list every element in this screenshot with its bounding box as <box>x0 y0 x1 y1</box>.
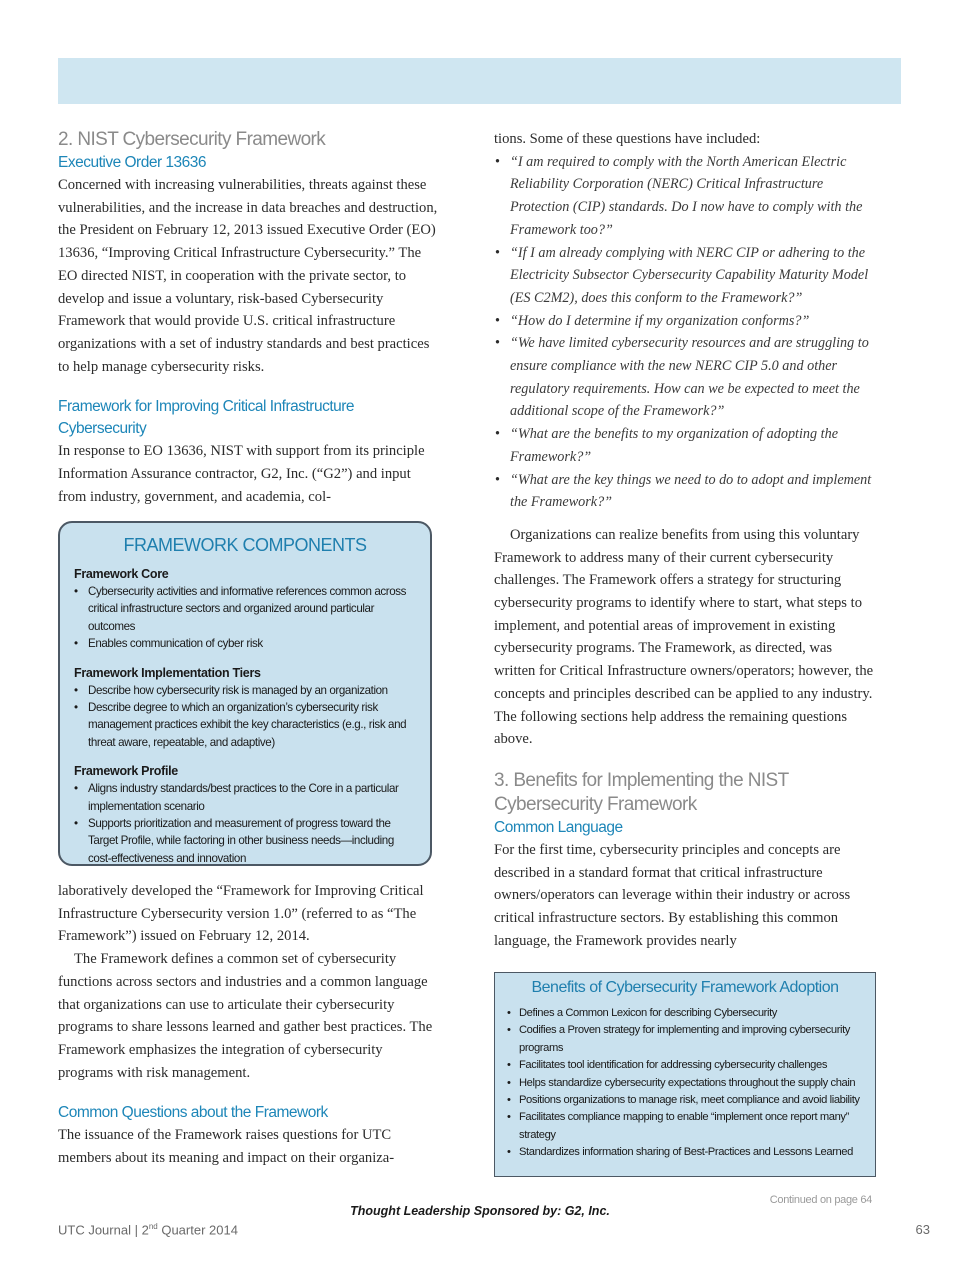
benefits-intro-paragraph: Organizations can realize benefits from using this voluntary Framework to address many of their current cybersecurity challenges. The Framework offers a strategy for structuring cybersecurity programs to identify where to start, what steps to implement, and potential areas of improvement in existing cybersecurity programs. The Framework, as directed, was written for Critical Infrastructure owners/operators; however, the concepts and principles described can be applied to any industry. The following sections help address the remaining questions above. <box>494 526 874 748</box>
framework-core-title: Framework Core <box>74 567 169 581</box>
common-language-paragraph: For the first time, cybersecurity principles and concepts are described in a standard format that critical infrastructure owners/operators can leverage within their industry or across critical infrastructure sectors. By establishing this common language, the Framework provides nearly <box>494 841 851 949</box>
list-item: • Describe degree to which an organization’s cybersecurity risk management practices exhibit the key characteristics (e.g., risk and threat aware, repeatable, and adaptive) <box>74 699 416 751</box>
benefits-box <box>494 972 876 1177</box>
list-item: • “We have limited cybersecurity resources and are struggling to ensure compliance with the new NERC CIP 5.0 and other regulatory requirements. How can we be expected to meet the additional scope of the Framework?” <box>494 332 876 423</box>
framework-profile-section <box>74 763 416 867</box>
list-item: • “What are the key things we need to do to adopt and implement the Framework?” <box>494 469 876 514</box>
executive-order-paragraph: Concerned with increasing vulnerabilities, threats against these vulnerabilities, and the increase in data breaches and destruction, the President on February 12, 2013 issued Executive Order (EO) 13636, “Improving Critical Infrastructure Cybersecurity.” The EO directed NIST, in cooperation with the private sector, to develop and issue a voluntary, risk-based Cybersecurity Framework that would provide U.S. critical infrastructure organizations with a set of industry standards and best practices to help manage cybersecurity risks. <box>58 177 438 375</box>
continued-link[interactable]: Continued on page 64 <box>769 1194 872 1206</box>
list-item: • Codifies a Proven strategy for implementing and improving cybersecurity programs <box>507 1022 863 1057</box>
implementation-tiers-section <box>74 665 416 752</box>
common-questions-heading: Common Questions about the Framework <box>58 1104 328 1122</box>
questions-list <box>494 151 876 514</box>
quarter-suffix: nd <box>148 1222 158 1231</box>
header-band <box>58 58 901 104</box>
list-item: • Enables communication of cyber risk <box>74 635 416 652</box>
framework-paragraph-continued: laboratively developed the “Framework for Improving Critical Infrastructure Cybersecurity version 1.0” (referred to as “The Framework”) issued on February 12, 2014. <box>58 883 424 945</box>
right-column <box>494 128 876 953</box>
quarter-number: 2 <box>141 1222 149 1238</box>
framework-definition-paragraph: The Framework defines a common set of cybersecurity functions across sectors and industries and a common language that organizations can use to articulate their cybersecurity programs to share lessons learned and gather best practices. The Framework emphasizes the integration of cybersecurity programs with risk management. <box>58 951 433 1081</box>
framework-components-title: FRAMEWORK COMPONENTS <box>123 535 367 555</box>
list-item: • “How do I determine if my organization conforms?” <box>494 310 876 333</box>
framework-core-section <box>74 566 416 653</box>
executive-order-heading: Executive Order 13636 <box>58 154 207 171</box>
journal-name: UTC Journal <box>58 1222 131 1238</box>
framework-paragraph-start: In response to EO 13636, NIST with support from its principle Information Assurance contractor, G2, Inc. (“G2”) and input from industry, government, and academia, col- <box>58 443 425 505</box>
framework-components-box <box>58 521 432 866</box>
list-item: • Supports prioritization and measurement of progress toward the Target Profile, while factoring in other business needs—including cost-effectiveness and innovation <box>74 815 416 867</box>
list-item: • Standardizes information sharing of Best-Practices and Lessons Learned <box>507 1144 863 1161</box>
list-item: • “What are the benefits to my organization of adopting the Framework?” <box>494 423 876 468</box>
left-column-lower <box>58 880 438 1170</box>
section-3-heading: 3. Benefits for Implementing the NIST Cybersecurity Framework <box>494 769 789 815</box>
section-2-heading: 2. NIST Cybersecurity Framework <box>58 129 326 150</box>
list-item: • Facilitates compliance mapping to enable “implement once report many” strategy <box>507 1109 863 1144</box>
quarter-text: Quarter 2014 <box>157 1222 238 1238</box>
list-item: • Helps standardize cybersecurity expectations throughout the supply chain <box>507 1075 863 1092</box>
benefits-box-title: Benefits of Cybersecurity Framework Adoption <box>531 979 839 996</box>
list-item: • “If I am already complying with NERC CIP or adhering to the Electricity Subsector Cybersecurity Capability Maturity Model (ES C2M2), does this conform to the Framework?” <box>494 242 876 310</box>
left-column <box>58 128 438 508</box>
common-language-heading: Common Language <box>494 818 623 836</box>
page-number: 63 <box>915 1222 930 1237</box>
implementation-tiers-title: Framework Implementation Tiers <box>74 665 261 680</box>
sponsor-line: Thought Leadership Sponsored by: G2, Inc. <box>350 1204 610 1218</box>
footer-separator: | <box>130 1222 142 1238</box>
list-item: • Positions organizations to manage risk, meet compliance and avoid liability <box>507 1092 863 1109</box>
framework-profile-title: Framework Profile <box>74 764 178 779</box>
list-item: • Cybersecurity activities and informative references common across critical infrastructure sectors and organized around particular outcomes <box>74 583 416 635</box>
list-item: • Describe how cybersecurity risk is managed by an organization <box>74 682 416 699</box>
list-item: • “I am required to comply with the North American Electric Reliability Corporation (NERC) Critical Infrastructure Protection (CIP) standards. Do I now have to comply with the Framework too?” <box>494 151 876 242</box>
list-item: • Facilitates tool identification for addressing cybersecurity challenges <box>507 1057 863 1074</box>
list-item: • Aligns industry standards/best practices to the Core in a particular implementation scenario <box>74 780 416 815</box>
framework-heading: Framework for Improving Critical Infrastructure Cybersecurity <box>58 398 355 438</box>
questions-intro: tions. Some of these questions have included: <box>494 131 761 147</box>
journal-footer <box>58 1222 238 1237</box>
list-item: • Defines a Common Lexicon for describing Cybersecurity <box>507 1005 863 1022</box>
common-questions-paragraph: The issuance of the Framework raises questions for UTC members about its meaning and impact on their organiza- <box>58 1127 395 1167</box>
